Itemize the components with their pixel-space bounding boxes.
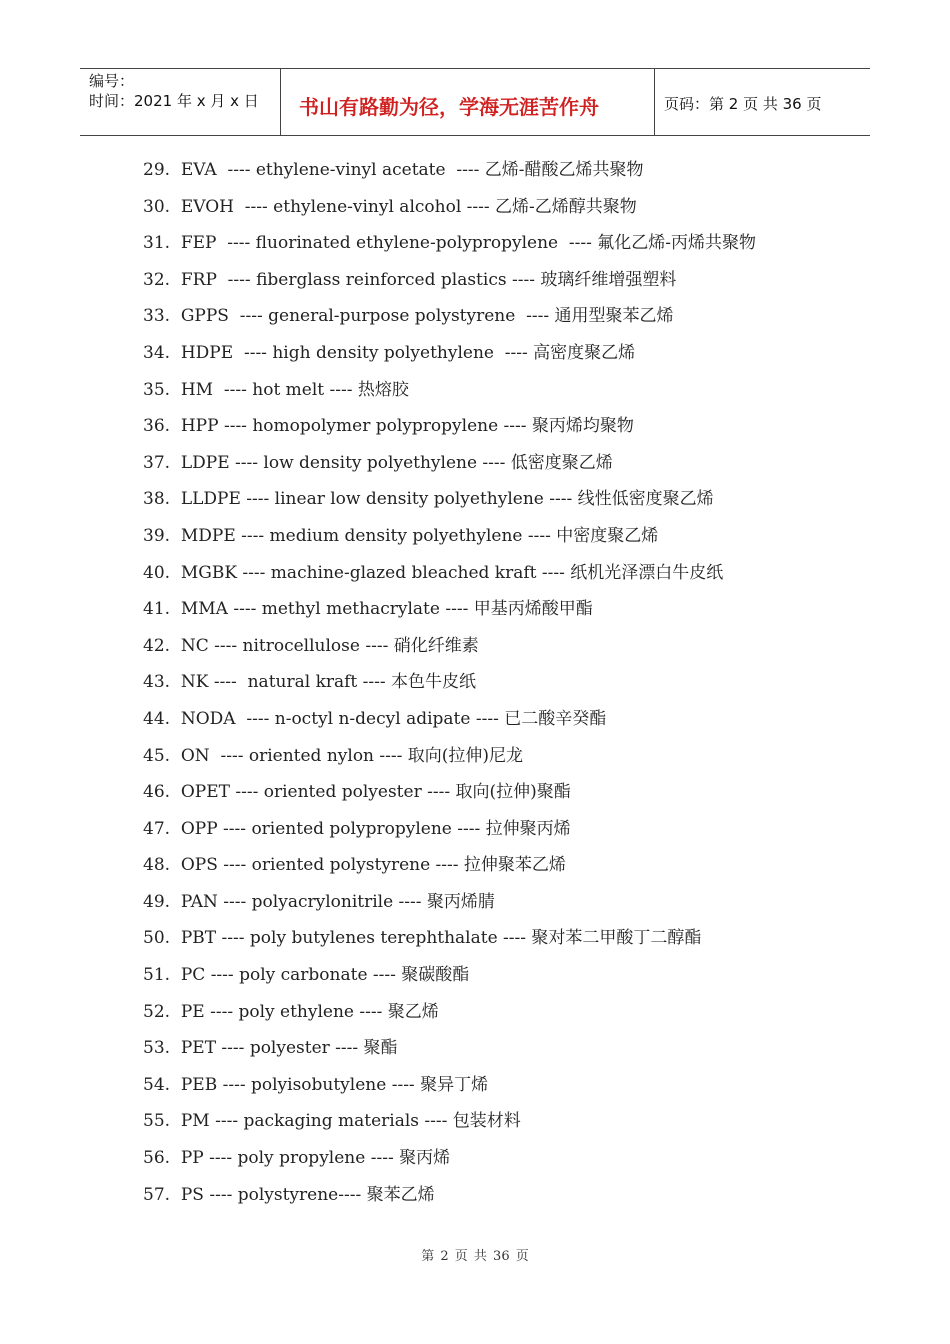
list-item: 57. PS ---- polystyrene---- 聚苯乙烯 xyxy=(143,1184,435,1205)
list-item: 48. OPS ---- oriented polystyrene ---- 拉伸聚苯乙烯 xyxy=(143,855,566,876)
header-page-label: 页码：第 2 页 共 36 页 xyxy=(664,94,822,113)
serial-label: 编号： xyxy=(89,72,135,90)
abbreviation-list xyxy=(143,152,756,1213)
header-motto: 书山有路勤为径，学海无涯苦作舟 xyxy=(281,69,655,135)
list-item: 38. LLDPE ---- linear low density polyethylene ---- 线性低密度聚乙烯 xyxy=(143,489,714,510)
list-item: 30. EVOH ---- ethylene-vinyl alcohol ---- 乙烯-乙烯醇共聚物 xyxy=(143,196,637,217)
list-item: 41. MMA ---- methyl methacrylate ---- 甲基丙烯酸甲酯 xyxy=(143,599,593,620)
list-item: 37. LDPE ---- low density polyethylene ---- 低密度聚乙烯 xyxy=(143,452,613,473)
date-label: 时间：2021 年 x 月 x 日 xyxy=(89,92,259,110)
list-item: 29. EVA ---- ethylene-vinyl acetate ---- 乙烯-醋酸乙烯共聚物 xyxy=(143,160,644,180)
list-item: 54. PEB ---- polyisobutylene ---- 聚异丁烯 xyxy=(143,1074,489,1095)
list-item: 40. MGBK ---- machine-glazed bleached kraft ---- 纸机光泽漂白牛皮纸 xyxy=(143,562,724,583)
list-item: 51. PC ---- poly carbonate ---- 聚碳酸酯 xyxy=(143,965,470,986)
list-item: 53. PET ---- polyester ---- 聚酯 xyxy=(143,1038,398,1059)
list-item: 44. NODA ---- n-octyl n-decyl adipate ---- 已二酸辛癸酯 xyxy=(143,708,607,729)
list-item: 35. HM ---- hot melt ---- 热熔胶 xyxy=(143,379,409,400)
list-item: 34. HDPE ---- high density polyethylene ---- 高密度聚乙烯 xyxy=(143,342,636,363)
list-item: 31. FEP ---- fluorinated ethylene-polypropylene ---- 氟化乙烯-丙烯共聚物 xyxy=(143,233,757,254)
list-item: 55. PM ---- packaging materials ---- 包装材料 xyxy=(143,1111,521,1132)
list-item: 39. MDPE ---- medium density polyethylene ---- 中密度聚乙烯 xyxy=(143,525,659,546)
page-footer: 第 2 页 共 36 页 xyxy=(421,1249,529,1264)
list-item: 47. OPP ---- oriented polypropylene ---- 拉伸聚丙烯 xyxy=(143,818,571,839)
list-item: 56. PP ---- poly propylene ---- 聚丙烯 xyxy=(143,1148,451,1169)
header-meta xyxy=(80,69,281,135)
list-item: 33. GPPS ---- general-purpose polystyrene ---- 通用型聚苯乙烯 xyxy=(143,306,674,327)
page-header xyxy=(80,68,870,136)
list-item: 50. PBT ---- poly butylenes terephthalate ---- 聚对苯二甲酸丁二醇酯 xyxy=(143,928,702,949)
list-item: 46. OPET ---- oriented polyester ---- 取向(拉伸)聚酯 xyxy=(143,782,571,803)
list-item: 43. NK ---- natural kraft ---- 本色牛皮纸 xyxy=(143,672,477,693)
list-item: 36. HPP ---- homopolymer polypropylene ---- 聚丙烯均聚物 xyxy=(143,416,634,437)
list-item: 49. PAN ---- polyacrylonitrile ---- 聚丙烯腈 xyxy=(143,891,495,912)
list-item: 32. FRP ---- fiberglass reinforced plastics ---- 玻璃纤维增强塑料 xyxy=(143,269,677,290)
list-item: 42. NC ---- nitrocellulose ---- 硝化纤维素 xyxy=(143,635,479,656)
list-item: 52. PE ---- poly ethylene ---- 聚乙烯 xyxy=(143,1001,439,1022)
list-item: 45. ON ---- oriented nylon ---- 取向(拉伸)尼龙 xyxy=(143,745,524,766)
